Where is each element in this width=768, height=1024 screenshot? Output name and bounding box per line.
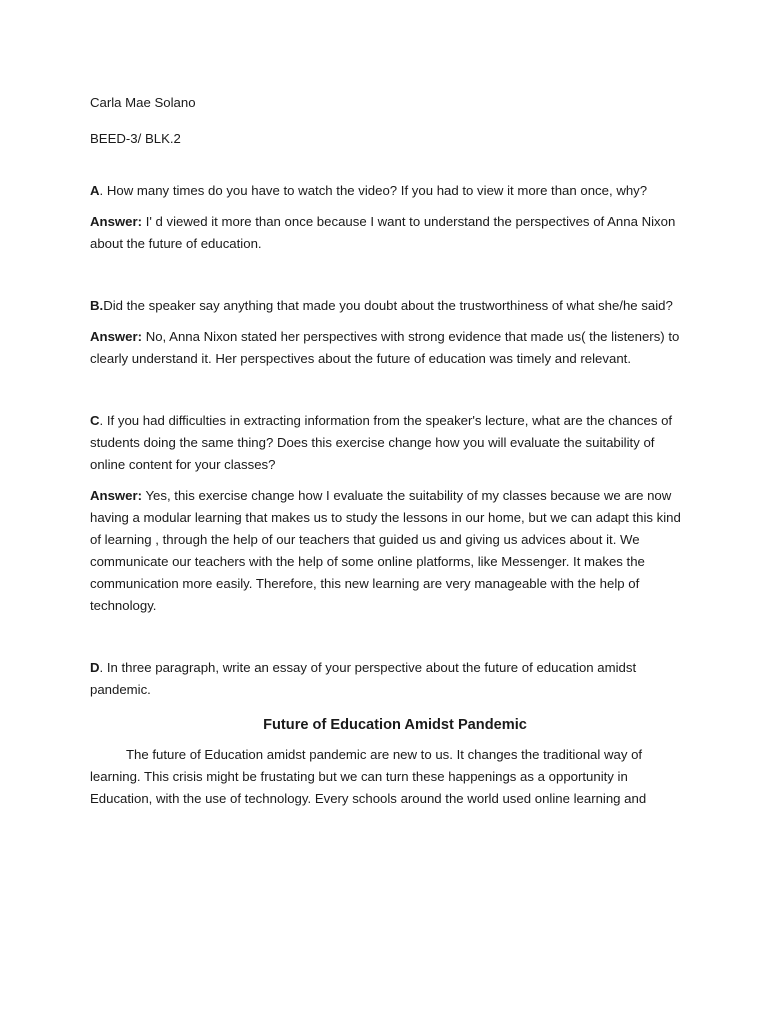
essay-title: Future of Education Amidst Pandemic xyxy=(263,717,527,733)
essay-paragraph: The future of Education amidst pandemic are new to us. It changes the traditional way of learning. This crisis might be frustating but we can turn these happenings as a opportunity in Education, with the use of technology. Every schools around the world used online learning and xyxy=(90,747,647,806)
spacer xyxy=(90,163,690,180)
answer-c-text: Yes, this exercise change how I evaluate the suitability of my classes because we are now having a modular learning that makes us to study the lessons in our home, but we can adapt this kind of learning , through the help of our teachers that guided us and giving us advices about it. We communicate our teachers with the help of some online platforms, like Messenger. It makes the communication more easily. Therefore, this new learning are very manageable with the help of technology. xyxy=(90,488,681,613)
question-a-text: . How many times do you have to watch the video? If you had to view it more than once, why? xyxy=(99,183,648,198)
answer-b xyxy=(90,326,690,370)
student-name: Carla Mae Solano xyxy=(90,95,196,110)
answer-b-text: No, Anna Nixon stated her perspectives with strong evidence that made us( the listeners) to clearly understand it. Her perspectives about the future of education was timely and relevant. xyxy=(90,329,680,366)
answer-c-label: Answer: xyxy=(90,488,143,503)
question-b-letter: B. xyxy=(90,298,104,313)
question-b xyxy=(90,295,690,317)
spacer xyxy=(90,255,690,295)
question-b-text: Did the speaker say anything that made you doubt about the trustworthiness of what she/he said? xyxy=(103,298,673,313)
answer-a-text: I' d viewed it more than once because I want to understand the perspectives of Anna Nixon about the future of education. xyxy=(90,214,676,251)
question-a xyxy=(90,180,690,202)
question-d-letter: D xyxy=(90,660,100,675)
student-section: BEED-3/ BLK.2 xyxy=(90,131,181,146)
question-c-letter: C xyxy=(90,413,100,428)
question-c xyxy=(90,410,690,476)
answer-b-label: Answer: xyxy=(90,329,143,344)
answer-c xyxy=(90,485,690,617)
question-d xyxy=(90,657,690,701)
spacer xyxy=(90,370,690,410)
question-d-text: . In three paragraph, write an essay of your perspective about the future of education amidst pandemic. xyxy=(90,660,637,697)
answer-a-label: Answer: xyxy=(90,214,143,229)
document-page xyxy=(90,92,690,810)
answer-a xyxy=(90,211,690,255)
question-a-letter: A xyxy=(90,183,100,198)
question-c-text: . If you had difficulties in extracting information from the speaker's lecture, what are the chances of students doing the same thing? Does this exercise change how you will evaluate the suitability of online content for your classes? xyxy=(90,413,673,472)
spacer xyxy=(90,617,690,657)
